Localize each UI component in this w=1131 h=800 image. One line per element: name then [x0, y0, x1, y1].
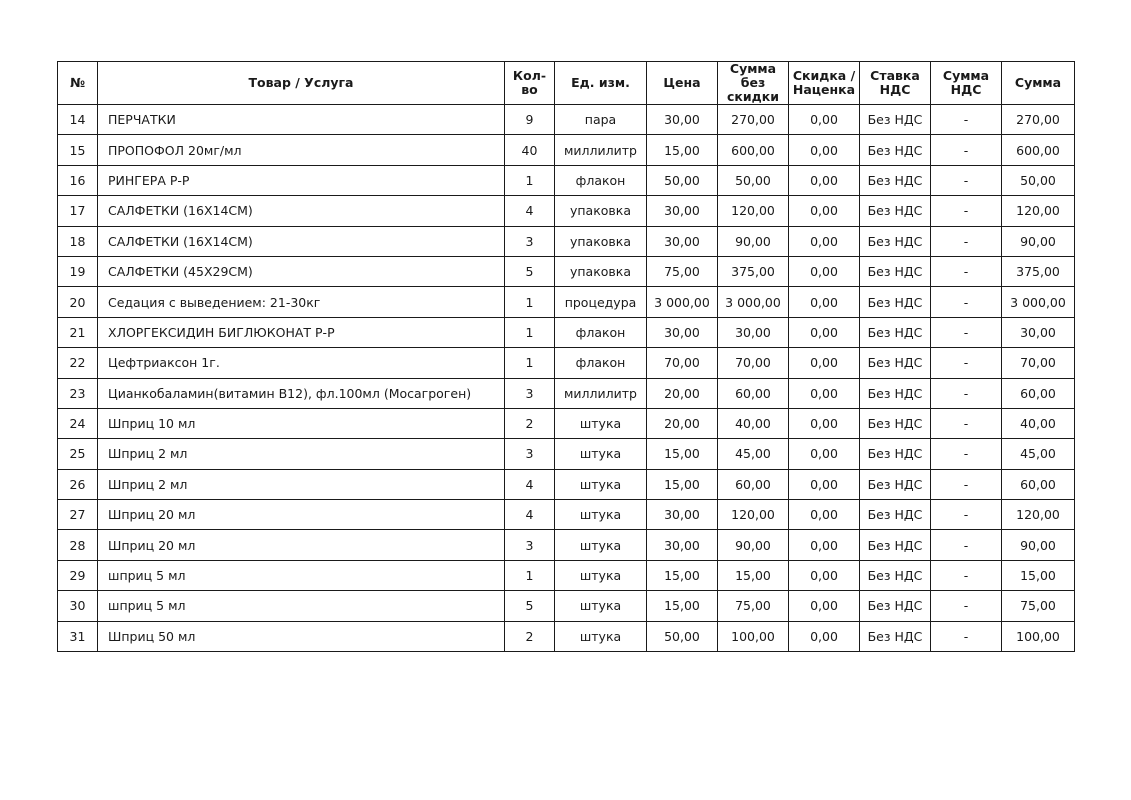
cell-vat-sum: - — [931, 256, 1002, 286]
cell-unit: миллилитр — [555, 135, 647, 165]
cell-vat-sum: - — [931, 621, 1002, 651]
cell-discount: 0,00 — [789, 439, 860, 469]
cell-vat-sum: - — [931, 500, 1002, 530]
cell-vat-sum: - — [931, 287, 1002, 317]
cell-name: Шприц 10 мл — [98, 408, 505, 438]
cell-vat-sum: - — [931, 196, 1002, 226]
cell-discount: 0,00 — [789, 226, 860, 256]
cell-discount: 0,00 — [789, 378, 860, 408]
cell-unit: миллилитр — [555, 378, 647, 408]
cell-vat-sum: - — [931, 165, 1002, 195]
cell-num: 30 — [58, 591, 98, 621]
cell-num: 26 — [58, 469, 98, 499]
cell-num: 19 — [58, 256, 98, 286]
cell-discount: 0,00 — [789, 317, 860, 347]
cell-vat-rate: Без НДС — [860, 348, 931, 378]
cell-name: ПРОПОФОЛ 20мг/мл — [98, 135, 505, 165]
header-vat-rate-line1: Ставка — [870, 68, 920, 83]
table-row — [58, 135, 1075, 165]
cell-vat-sum: - — [931, 530, 1002, 560]
cell-vat-sum: - — [931, 408, 1002, 438]
cell-sum-no-discount: 90,00 — [718, 530, 789, 560]
cell-unit: флакон — [555, 348, 647, 378]
cell-vat-rate: Без НДС — [860, 560, 931, 590]
cell-unit: упаковка — [555, 226, 647, 256]
cell-discount: 0,00 — [789, 408, 860, 438]
cell-num: 14 — [58, 105, 98, 135]
cell-vat-sum: - — [931, 105, 1002, 135]
cell-total: 75,00 — [1002, 591, 1075, 621]
cell-price: 50,00 — [647, 165, 718, 195]
table-row — [58, 469, 1075, 499]
cell-sum-no-discount: 600,00 — [718, 135, 789, 165]
cell-qty: 4 — [505, 196, 555, 226]
cell-vat-rate: Без НДС — [860, 500, 931, 530]
cell-vat-rate: Без НДС — [860, 105, 931, 135]
cell-name: Шприц 2 мл — [98, 439, 505, 469]
cell-unit: упаковка — [555, 196, 647, 226]
cell-vat-sum: - — [931, 469, 1002, 499]
table-row — [58, 105, 1075, 135]
cell-vat-rate: Без НДС — [860, 621, 931, 651]
cell-discount: 0,00 — [789, 560, 860, 590]
cell-discount: 0,00 — [789, 621, 860, 651]
cell-total: 15,00 — [1002, 560, 1075, 590]
table-row — [58, 408, 1075, 438]
cell-num: 18 — [58, 226, 98, 256]
cell-unit: штука — [555, 439, 647, 469]
header-vat-rate — [860, 62, 931, 105]
cell-unit: флакон — [555, 317, 647, 347]
cell-qty: 3 — [505, 439, 555, 469]
cell-price: 75,00 — [647, 256, 718, 286]
table-row — [58, 165, 1075, 195]
cell-sum-no-discount: 45,00 — [718, 439, 789, 469]
cell-total: 120,00 — [1002, 196, 1075, 226]
cell-discount: 0,00 — [789, 165, 860, 195]
cell-num: 28 — [58, 530, 98, 560]
cell-discount: 0,00 — [789, 287, 860, 317]
header-vat-sum — [931, 62, 1002, 105]
cell-num: 31 — [58, 621, 98, 651]
cell-discount: 0,00 — [789, 196, 860, 226]
cell-price: 20,00 — [647, 378, 718, 408]
cell-sum-no-discount: 375,00 — [718, 256, 789, 286]
cell-vat-sum: - — [931, 226, 1002, 256]
cell-num: 23 — [58, 378, 98, 408]
cell-price: 30,00 — [647, 530, 718, 560]
cell-unit: процедура — [555, 287, 647, 317]
cell-discount: 0,00 — [789, 105, 860, 135]
table-row — [58, 378, 1075, 408]
cell-total: 3 000,00 — [1002, 287, 1075, 317]
cell-total: 600,00 — [1002, 135, 1075, 165]
cell-vat-sum: - — [931, 439, 1002, 469]
cell-price: 50,00 — [647, 621, 718, 651]
cell-discount: 0,00 — [789, 591, 860, 621]
header-vat-rate-line2: НДС — [879, 82, 911, 97]
cell-price: 15,00 — [647, 591, 718, 621]
cell-sum-no-discount: 40,00 — [718, 408, 789, 438]
cell-discount: 0,00 — [789, 530, 860, 560]
cell-name: ХЛОРГЕКСИДИН БИГЛЮКОНАТ Р-Р — [98, 317, 505, 347]
cell-total: 50,00 — [1002, 165, 1075, 195]
cell-num: 21 — [58, 317, 98, 347]
table-row — [58, 530, 1075, 560]
cell-price: 30,00 — [647, 105, 718, 135]
cell-qty: 9 — [505, 105, 555, 135]
cell-total: 270,00 — [1002, 105, 1075, 135]
cell-total: 60,00 — [1002, 378, 1075, 408]
table-row — [58, 226, 1075, 256]
table-row — [58, 500, 1075, 530]
cell-name: РИНГЕРА Р-Р — [98, 165, 505, 195]
cell-qty: 40 — [505, 135, 555, 165]
table-row — [58, 439, 1075, 469]
table-body — [58, 105, 1075, 652]
cell-vat-rate: Без НДС — [860, 226, 931, 256]
cell-price: 30,00 — [647, 226, 718, 256]
cell-price: 15,00 — [647, 560, 718, 590]
cell-vat-rate: Без НДС — [860, 196, 931, 226]
cell-price: 15,00 — [647, 469, 718, 499]
cell-qty: 1 — [505, 560, 555, 590]
cell-sum-no-discount: 60,00 — [718, 378, 789, 408]
cell-num: 22 — [58, 348, 98, 378]
cell-qty: 1 — [505, 317, 555, 347]
cell-qty: 4 — [505, 469, 555, 499]
cell-qty: 3 — [505, 530, 555, 560]
table-row — [58, 317, 1075, 347]
cell-sum-no-discount: 30,00 — [718, 317, 789, 347]
cell-unit: штука — [555, 500, 647, 530]
header-vat-sum-line2: НДС — [950, 82, 982, 97]
table-row — [58, 348, 1075, 378]
cell-vat-sum: - — [931, 135, 1002, 165]
cell-price: 30,00 — [647, 196, 718, 226]
cell-name: САЛФЕТКИ (16Х14СМ) — [98, 196, 505, 226]
header-sum-no-discount-line1: Сумма без — [729, 61, 777, 90]
header-total: Сумма — [1002, 62, 1075, 105]
cell-qty: 3 — [505, 378, 555, 408]
cell-qty: 5 — [505, 591, 555, 621]
table-row — [58, 256, 1075, 286]
cell-name: ПЕРЧАТКИ — [98, 105, 505, 135]
cell-unit: флакон — [555, 165, 647, 195]
cell-vat-rate: Без НДС — [860, 256, 931, 286]
cell-vat-sum: - — [931, 591, 1002, 621]
cell-name: шприц 5 мл — [98, 591, 505, 621]
cell-qty: 2 — [505, 408, 555, 438]
cell-discount: 0,00 — [789, 256, 860, 286]
header-discount — [789, 62, 860, 105]
cell-total: 90,00 — [1002, 530, 1075, 560]
cell-price: 30,00 — [647, 500, 718, 530]
cell-discount: 0,00 — [789, 135, 860, 165]
cell-price: 15,00 — [647, 135, 718, 165]
cell-num: 17 — [58, 196, 98, 226]
cell-num: 20 — [58, 287, 98, 317]
header-discount-line2: Наценка — [792, 82, 856, 97]
cell-price: 20,00 — [647, 408, 718, 438]
cell-vat-sum: - — [931, 378, 1002, 408]
cell-qty: 3 — [505, 226, 555, 256]
cell-unit: штука — [555, 621, 647, 651]
cell-name: Шприц 2 мл — [98, 469, 505, 499]
cell-num: 15 — [58, 135, 98, 165]
cell-qty: 4 — [505, 500, 555, 530]
cell-name: САЛФЕТКИ (45Х29СМ) — [98, 256, 505, 286]
cell-vat-rate: Без НДС — [860, 469, 931, 499]
cell-qty: 1 — [505, 165, 555, 195]
header-num: № — [58, 62, 98, 105]
cell-sum-no-discount: 120,00 — [718, 500, 789, 530]
cell-unit: штука — [555, 591, 647, 621]
cell-total: 30,00 — [1002, 317, 1075, 347]
cell-unit: штука — [555, 560, 647, 590]
cell-sum-no-discount: 100,00 — [718, 621, 789, 651]
cell-total: 120,00 — [1002, 500, 1075, 530]
cell-num: 29 — [58, 560, 98, 590]
cell-total: 90,00 — [1002, 226, 1075, 256]
cell-total: 100,00 — [1002, 621, 1075, 651]
cell-sum-no-discount: 15,00 — [718, 560, 789, 590]
cell-num: 16 — [58, 165, 98, 195]
table-row — [58, 560, 1075, 590]
cell-sum-no-discount: 75,00 — [718, 591, 789, 621]
cell-num: 27 — [58, 500, 98, 530]
cell-unit: упаковка — [555, 256, 647, 286]
table-row — [58, 196, 1075, 226]
table-header-row — [58, 62, 1075, 105]
cell-qty: 1 — [505, 348, 555, 378]
cell-sum-no-discount: 270,00 — [718, 105, 789, 135]
header-name: Товар / Услуга — [98, 62, 505, 105]
header-unit: Ед. изм. — [555, 62, 647, 105]
cell-sum-no-discount: 120,00 — [718, 196, 789, 226]
header-price: Цена — [647, 62, 718, 105]
cell-vat-rate: Без НДС — [860, 530, 931, 560]
cell-qty: 5 — [505, 256, 555, 286]
cell-qty: 1 — [505, 287, 555, 317]
cell-name: шприц 5 мл — [98, 560, 505, 590]
cell-vat-rate: Без НДС — [860, 439, 931, 469]
header-vat-sum-line1: Сумма — [942, 68, 990, 83]
table-row — [58, 621, 1075, 651]
cell-unit: штука — [555, 408, 647, 438]
cell-discount: 0,00 — [789, 348, 860, 378]
cell-name: САЛФЕТКИ (16Х14СМ) — [98, 226, 505, 256]
cell-total: 375,00 — [1002, 256, 1075, 286]
cell-price: 3 000,00 — [647, 287, 718, 317]
cell-sum-no-discount: 50,00 — [718, 165, 789, 195]
header-sum-no-discount-line2: скидки — [727, 89, 779, 104]
cell-name: Шприц 20 мл — [98, 530, 505, 560]
cell-vat-rate: Без НДС — [860, 591, 931, 621]
cell-vat-rate: Без НДС — [860, 135, 931, 165]
cell-vat-sum: - — [931, 560, 1002, 590]
header-sum-no-discount — [718, 62, 789, 105]
cell-name: Цианкобаламин(витамин В12), фл.100мл (Мосагроген) — [98, 378, 505, 408]
cell-discount: 0,00 — [789, 500, 860, 530]
cell-price: 15,00 — [647, 439, 718, 469]
cell-sum-no-discount: 60,00 — [718, 469, 789, 499]
cell-total: 70,00 — [1002, 348, 1075, 378]
cell-vat-rate: Без НДС — [860, 378, 931, 408]
cell-sum-no-discount: 90,00 — [718, 226, 789, 256]
table-row — [58, 591, 1075, 621]
table-row — [58, 287, 1075, 317]
cell-sum-no-discount: 70,00 — [718, 348, 789, 378]
cell-name: Шприц 20 мл — [98, 500, 505, 530]
header-qty: Кол-во — [505, 62, 555, 105]
cell-vat-rate: Без НДС — [860, 287, 931, 317]
cell-total: 45,00 — [1002, 439, 1075, 469]
cell-name: Шприц 50 мл — [98, 621, 505, 651]
cell-price: 70,00 — [647, 348, 718, 378]
cell-qty: 2 — [505, 621, 555, 651]
cell-vat-rate: Без НДС — [860, 165, 931, 195]
cell-total: 60,00 — [1002, 469, 1075, 499]
cell-price: 30,00 — [647, 317, 718, 347]
cell-num: 24 — [58, 408, 98, 438]
cell-sum-no-discount: 3 000,00 — [718, 287, 789, 317]
header-discount-line1: Скидка / — [792, 68, 856, 83]
cell-vat-rate: Без НДС — [860, 408, 931, 438]
invoice-items-table — [57, 61, 1075, 652]
cell-discount: 0,00 — [789, 469, 860, 499]
cell-vat-sum: - — [931, 348, 1002, 378]
cell-vat-rate: Без НДС — [860, 317, 931, 347]
cell-total: 40,00 — [1002, 408, 1075, 438]
cell-unit: штука — [555, 469, 647, 499]
cell-num: 25 — [58, 439, 98, 469]
cell-vat-sum: - — [931, 317, 1002, 347]
cell-name: Цефтриаксон 1г. — [98, 348, 505, 378]
cell-name: Седация с выведением: 21-30кг — [98, 287, 505, 317]
cell-unit: пара — [555, 105, 647, 135]
cell-unit: штука — [555, 530, 647, 560]
